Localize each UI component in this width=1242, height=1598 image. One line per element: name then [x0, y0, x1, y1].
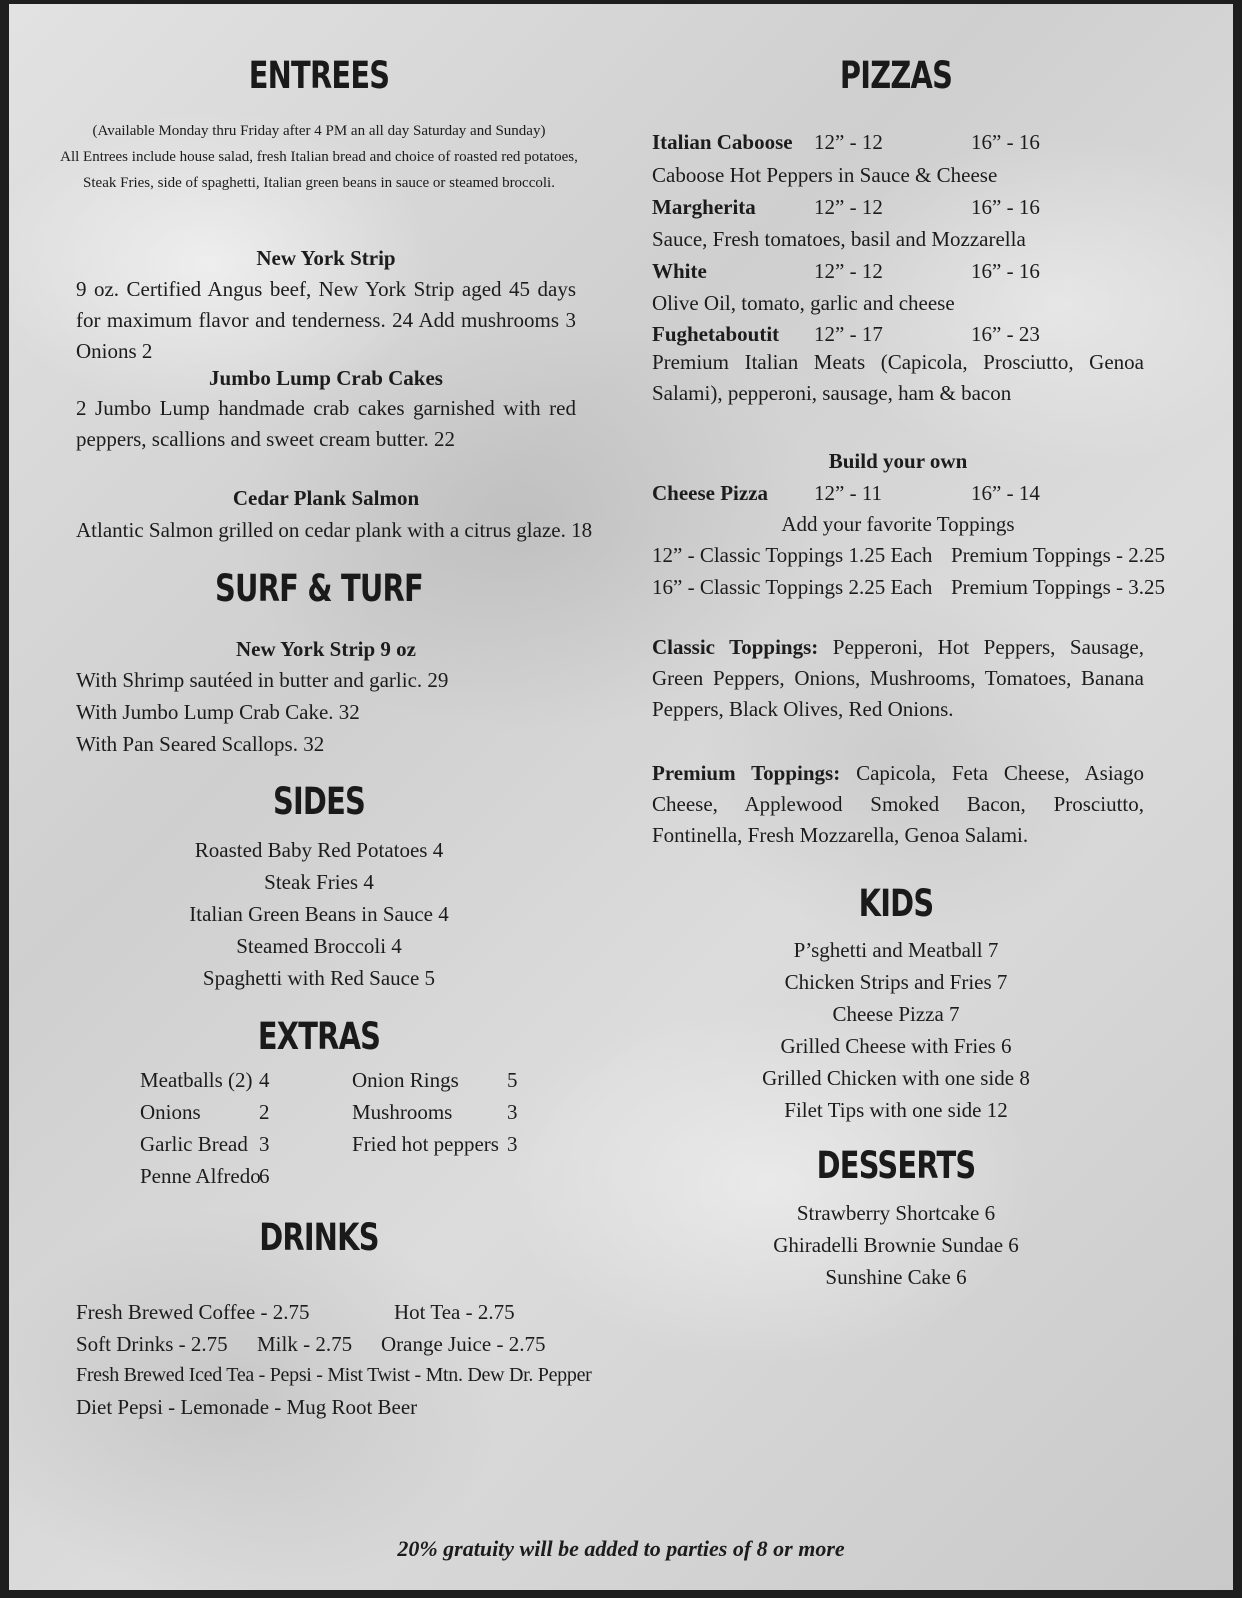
- extra-price: 3: [507, 1132, 518, 1156]
- drink-item: Milk - 2.75: [257, 1332, 353, 1356]
- entree-name: Cedar Plank Salmon: [232, 486, 420, 510]
- extra-name: Garlic Bread: [140, 1132, 248, 1156]
- classic-toppings-list: Pepperoni, Hot Peppers, Sausage, Green Peppers, Onions, Mushrooms, Tomatoes, Banana Peppers, Black Olives, Red Onions.: [652, 635, 1144, 721]
- surf-turf-item: With Shrimp sautéed in butter and garlic. 29: [76, 668, 449, 692]
- pizzas-heading: PIZZAS: [839, 54, 953, 97]
- pizza-price-16: 16” - 16: [971, 259, 1040, 283]
- pizza-name: Fughetaboutit: [652, 322, 780, 346]
- drink-item: Orange Juice - 2.75: [381, 1332, 546, 1356]
- pizza-name: Italian Caboose: [652, 130, 793, 154]
- entrees-note: [49, 118, 589, 196]
- extra-price: 6: [259, 1164, 270, 1188]
- pizza-desc: Olive Oil, tomato, garlic and cheese: [652, 291, 955, 315]
- surf-turf-item: With Pan Seared Scallops. 32: [76, 732, 325, 756]
- side-item: Spaghetti with Red Sauce 5: [202, 966, 436, 990]
- pizza-name: White: [652, 259, 707, 283]
- pizza-desc: Premium Italian Meats (Capicola, Prosciutto, Genoa Salami), pepperoni, sausage, ham & bacon: [652, 350, 1144, 405]
- kids-item: Chicken Strips and Fries 7: [784, 970, 1008, 994]
- extra-price: 3: [507, 1100, 518, 1124]
- dessert-item: Ghiradelli Brownie Sundae 6: [773, 1233, 1019, 1257]
- kids-item: Cheese Pizza 7: [832, 1002, 960, 1026]
- pizza-price-16: 16” - 16: [971, 195, 1040, 219]
- drink-item: Soft Drinks - 2.75: [76, 1332, 228, 1356]
- classic-toppings: [652, 632, 1144, 725]
- drinks-heading: DRINKS: [259, 1216, 379, 1259]
- entree-desc: 9 oz. Certified Angus beef, New York Strip aged 45 days for maximum flavor and tenderness. 24 Add mushrooms 3 Onions 2: [76, 277, 576, 363]
- extra-name: Fried hot peppers: [352, 1132, 499, 1156]
- premium-toppings-label: Premium Toppings:: [652, 761, 841, 785]
- entree-name: New York Strip: [256, 246, 396, 270]
- kids-heading: KIDS: [858, 882, 934, 925]
- pizza-price-12: 12” - 12: [814, 259, 883, 283]
- toppings-price: Premium Toppings - 2.25: [951, 543, 1165, 567]
- toppings-price: Premium Toppings - 3.25: [951, 575, 1165, 599]
- surf-turf-heading: SURF & TURF: [215, 567, 423, 610]
- side-item: Roasted Baby Red Potatoes 4: [194, 838, 444, 862]
- pizza-name: Margherita: [652, 195, 756, 219]
- add-toppings-text: Add your favorite Toppings: [781, 512, 1015, 536]
- drink-item: Hot Tea - 2.75: [394, 1300, 515, 1324]
- entrees-heading: ENTREES: [248, 54, 390, 97]
- menu-page: [9, 4, 1233, 1590]
- drink-item: Diet Pepsi - Lemonade - Mug Root Beer: [76, 1395, 418, 1419]
- pizza-desc: Caboose Hot Peppers in Sauce & Cheese: [652, 163, 998, 187]
- kids-item: Grilled Chicken with one side 8: [762, 1066, 1030, 1090]
- dessert-item: Strawberry Shortcake 6: [796, 1201, 996, 1225]
- extra-name: Penne Alfredo: [140, 1164, 261, 1188]
- kids-item: Grilled Cheese with Fries 6: [780, 1034, 1012, 1058]
- entrees-note-line: Steak Fries, side of spaghetti, Italian green beans in sauce or steamed broccoli.: [83, 175, 555, 191]
- side-item: Steamed Broccoli 4: [236, 934, 402, 958]
- cheese-pizza-price-16: 16” - 14: [971, 481, 1040, 505]
- desserts-heading: DESSERTS: [816, 1144, 976, 1187]
- surf-turf-subtitle: New York Strip 9 oz: [235, 637, 417, 661]
- extra-name: Onion Rings: [352, 1068, 459, 1092]
- entree-name: Jumbo Lump Crab Cakes: [209, 366, 443, 390]
- toppings-price: 16” - Classic Toppings 2.25 Each: [652, 575, 933, 599]
- kids-item: Filet Tips with one side 12: [784, 1098, 1008, 1122]
- build-your-own-title: Build your own: [828, 449, 968, 473]
- side-item: Italian Green Beans in Sauce 4: [189, 902, 449, 926]
- gratuity-note: 20% gratuity will be added to parties of 8 or more: [397, 1536, 845, 1561]
- entrees-note-line: All Entrees include house salad, fresh Italian bread and choice of roasted red potatoes,: [60, 149, 578, 165]
- kids-item: P’sghetti and Meatball 7: [793, 938, 999, 962]
- surf-turf-item: With Jumbo Lump Crab Cake. 32: [76, 700, 360, 724]
- pizza-price-16: 16” - 16: [971, 130, 1040, 154]
- toppings-price: 12” - Classic Toppings 1.25 Each: [652, 543, 933, 567]
- premium-toppings-list: Capicola, Feta Cheese, Asiago Cheese, Applewood Smoked Bacon, Prosciutto, Fontinella, Fresh Mozzarella, Genoa Salami.: [652, 761, 1145, 847]
- pizza-price-16: 16” - 23: [971, 322, 1040, 346]
- extras-heading: EXTRAS: [257, 1015, 381, 1058]
- entree-desc: Atlantic Salmon grilled on cedar plank with a citrus glaze. 18: [76, 518, 593, 542]
- pizza-price-12: 12” - 12: [814, 195, 883, 219]
- cheese-pizza-price-12: 12” - 11: [814, 481, 883, 505]
- side-item: Steak Fries 4: [264, 870, 374, 894]
- entree-desc: 2 Jumbo Lump handmade crab cakes garnished with red peppers, scallions and sweet cream butter. 22: [76, 396, 576, 451]
- extra-name: Onions: [140, 1100, 201, 1124]
- extra-name: Meatballs (2): [140, 1068, 253, 1092]
- entrees-note-line: (Available Monday thru Friday after 4 PM an all day Saturday and Sunday): [92, 123, 546, 139]
- drink-item: Fresh Brewed Iced Tea - Pepsi - Mist Twist - Mtn. Dew Dr. Pepper: [76, 1364, 592, 1386]
- extra-price: 2: [259, 1100, 270, 1124]
- dessert-item: Sunshine Cake 6: [825, 1265, 967, 1289]
- pizza-price-12: 12” - 17: [814, 322, 883, 346]
- extra-price: 4: [259, 1068, 270, 1092]
- extra-price: 3: [259, 1132, 270, 1156]
- cheese-pizza-name: Cheese Pizza: [652, 481, 769, 505]
- sides-heading: SIDES: [272, 780, 366, 823]
- premium-toppings: [652, 758, 1144, 851]
- extra-name: Mushrooms: [352, 1100, 453, 1124]
- pizza-price-12: 12” - 12: [814, 130, 883, 154]
- pizza-desc: Sauce, Fresh tomatoes, basil and Mozzarella: [652, 227, 1026, 251]
- extra-price: 5: [507, 1068, 518, 1092]
- classic-toppings-label: Classic Toppings:: [652, 635, 819, 659]
- drink-item: Fresh Brewed Coffee - 2.75: [76, 1300, 310, 1324]
